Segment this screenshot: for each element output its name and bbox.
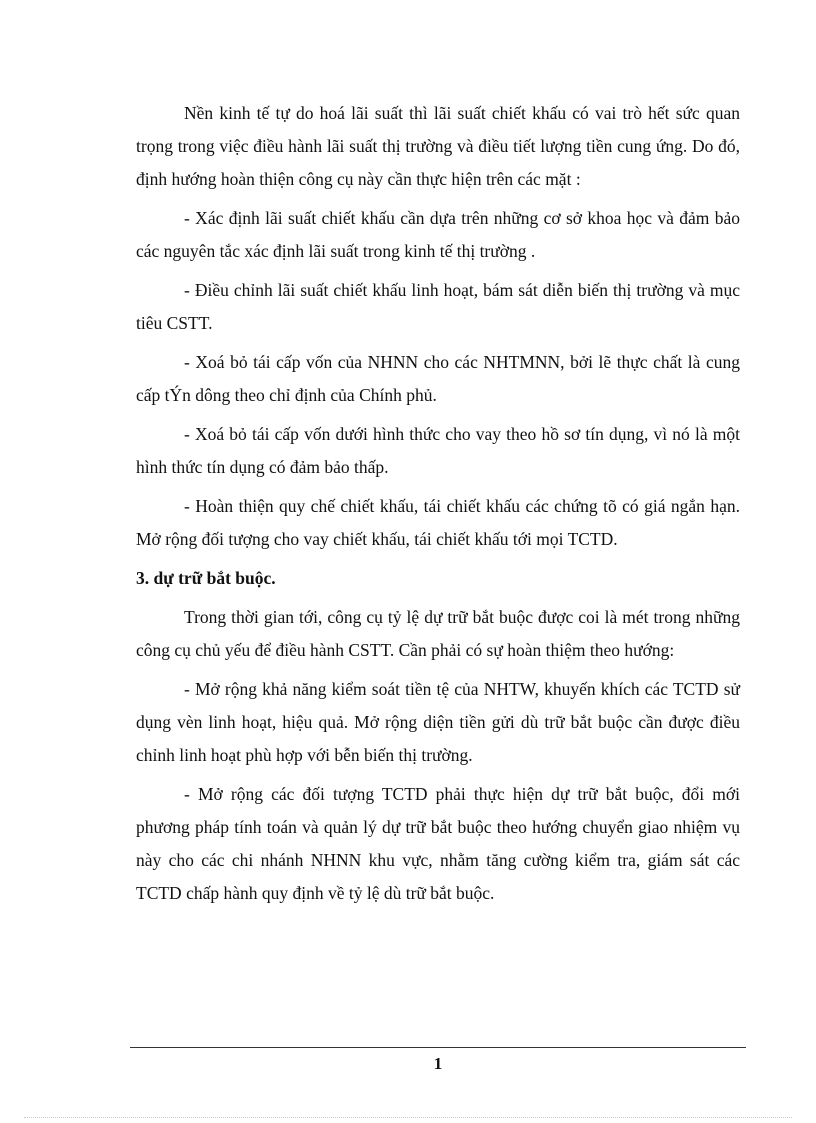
paragraph-intro: Nền kinh tế tự do hoá lãi suất thì lãi suất chiết khấu có vai trò hết sức quan trọng trong việc điều hành lãi suất thị trường và điều tiết lượng tiền cung ứng. Do đó, định hướng hoàn thiện công cụ này cần thực hiện trên các mặt : [136, 103, 740, 189]
paragraph-reserve-intro: Trong thời gian tới, công cụ tỷ lệ dự trữ bắt buộc được coi là mét trong những công cụ chủ yếu để điều hành CSTT. Cần phải có sự hoàn thiệm theo hướng: [136, 607, 740, 660]
footer-divider [130, 1047, 746, 1048]
paragraph-bullet-remove-credit-refinance: - Xoá bỏ tái cấp vốn dưới hình thức cho vay theo hồ sơ tín dụng, vì nó là một hình thức tín dụng có đảm bảo thấp. [136, 424, 740, 477]
paragraph-bullet-determine-rate: - Xác định lãi suất chiết khấu cần dựa trên những cơ sở khoa học và đảm bảo các nguyên tắc xác định lãi suất trong kinh tế thị trường . [136, 208, 740, 261]
paragraph-bullet-expand-control: - Mở rộng khả năng kiểm soát tiền tệ của NHTW, khuyến khích các TCTD sử dụng vèn linh hoạt, hiệu quả. Mở rộng diện tiền gửi dù trữ bắt buộc cần được điều chỉnh linh hoạt phù hợp với bễn biến thị trường. [136, 679, 740, 765]
page-bottom-edge [24, 1117, 792, 1118]
page-body [136, 97, 740, 916]
paragraph-bullet-improve-discount: - Hoàn thiện quy chế chiết khấu, tái chiết khấu các chứng tõ có giá ngắn hạn. Mở rộng đối tượng cho vay chiết khấu, tái chiết khấu tới mọi TCTD. [136, 496, 740, 549]
page-number: 1 [433, 1054, 443, 1073]
paragraph-bullet-remove-refinance: - Xoá bỏ tái cấp vốn của NHNN cho các NHTMNN, bởi lẽ thực chất là cung cấp tÝn dông theo chỉ định của Chính phủ. [136, 352, 740, 405]
paragraph-bullet-expand-subjects: - Mở rộng các đối tượng TCTD phải thực hiện dự trữ bắt buộc, đổi mới phương pháp tính toán và quản lý dự trữ bắt buộc theo hướng chuyển giao nhiệm vụ này cho các chi nhánh NHNN khu vực, nhằm tăng cường kiểm tra, giám sát các TCTD chấp hành quy định về tỷ lệ dù trữ bắt buộc. [136, 784, 740, 903]
paragraph-bullet-adjust-rate: - Điều chỉnh lãi suất chiết khấu linh hoạt, bám sát diễn biến thị trường và mục tiêu CSTT. [136, 280, 740, 333]
section-heading-reserve: 3. dự trữ bắt buộc. [136, 568, 276, 588]
